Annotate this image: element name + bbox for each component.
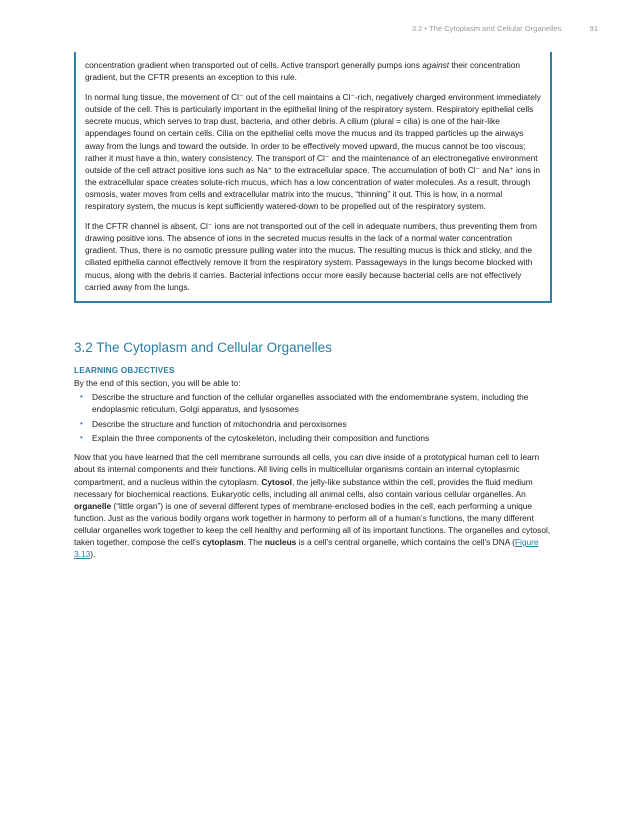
callout-paragraph-1 [85,59,541,83]
body-text: (“little organ”) is one of several different types of membrane-enclosed bodies in the cell, each performing a unique function. Just as the various bodily organs work together in harmony to perform all of a human’s functions, the many different cellular organelles work together to keep the cell healthy and performing all of its important functions. The organelles and cytosol, taken together, compose the cell’s [74,500,551,548]
running-header [412,24,598,33]
term-nucleus: nucleus [264,537,297,548]
term-cytoplasm: cytoplasm [202,537,244,548]
callout-paragraph-3: If the CFTR channel is absent, Cl⁻ ions are not transported out of the cell in adequate numbers, thus preventing them from drawing positive ions. The absence of ions in the secreted mucus results in the lack of a normal water concentration gradient. Thus, there is no osmotic pressure pulling water into the mucus. The resulting mucus is thick and sticky, and the ciliated epithelia cannot effectively remove it from the respiratory system. Passageways in the lungs become blocked with mucus, along with the debris it carries. Bacterial infections occur more easily because bacterial cells are not effectively carried away from the lungs. [85,221,537,292]
body-text: is a cell’s central organelle, which contains the cell’s DNA ( [296,537,515,548]
callout-p1-text-a: concentration gradient when transported out of cells. Active transport generally pumps ions [85,60,423,70]
callout-paragraph-2: In normal lung tissue, the movement of Cl⁻ out of the cell maintains a Cl⁻-rich, negatively charged environment immediately outside of the cell. This is particularly important in the epithelial lining of the respiratory system. Respiratory epithelial cells secrete mucus, which serves to trap dust, bacteria, and other debris. A cilium (plural = cilia) is one of the hair-like appendages found on certain cells. Cilia on the epithelial cells move the mucus and its trapped particles up the airways away from the lungs and toward the outside. In order to be effectively moved upward, the mucus cannot be too viscous; rather it must have a thin, watery consistency. The transport of Cl⁻ and the maintenance of an electronegative environment outside of the cell attract positive ions such as Na⁺ to the extracellular space. The accumulation of both Cl⁻ and Na⁺ ions in the extracellular space creates solute-rich mucus, which has a low concentration of water molecules. As a result, through osmosis, water moves from cells and extracellular matrix into the mucus, “thinning” it out. This is how, in a normal respiratory system, the mucus is kept sufficiently watered-down to be propelled out of the respiratory system. [85,92,541,212]
figure-link[interactable]: Figure 3.13 [74,537,539,560]
section-running-title: 3.2 • The Cytoplasm and Cellular Organelles [411,24,562,33]
term-organelle: organelle [74,500,112,511]
section-title: 3.2 The Cytoplasm and Cellular Organelles [74,340,332,355]
callout-box [74,52,552,303]
bullet-icon: • [80,433,83,443]
body-text: , the jelly-like substance within the cell, provides the fluid medium necessary for biochemical reactions. Eukaryotic cells, including all animal cells, also contain various cellular organelles. An [74,476,533,499]
callout-p1-emphasis: against [422,60,450,70]
term-cytosol: Cytosol [261,476,292,487]
objective-item [74,418,554,430]
body-text: ). [90,549,96,560]
bullet-icon: • [80,418,83,428]
objective-text: Describe the structure and function of mitochondria and peroxisomes [92,418,347,429]
body-text: . The [243,537,265,548]
body-text: Now that you have learned that the cell membrane surrounds all cells, you can dive inside of a prototypical human cell to learn about its internal components and their functions. All living cells in multicellular organisms contain an internal cytoplasmic compartment, and a nucleus within the cytoplasm. [74,452,540,487]
learning-objectives-list [74,391,554,444]
page-number: 91 [589,24,598,33]
objective-item [74,432,554,444]
objective-text: Explain the three components of the cytoskeleton, including their composition and functions [92,433,430,444]
learning-objectives-heading: LEARNING OBJECTIVES [74,366,175,375]
body-paragraph [74,451,554,560]
objective-text: Describe the structure and function of the cellular organelles associated with the endomembrane system, including the endoplasmic reticulum, Golgi apparatus, and lysosomes [92,392,529,415]
bullet-icon: • [80,392,83,401]
callout-p1-text-b: their concentration gradient, but the CFTR presents an exception to this rule. [85,60,521,83]
objective-item [74,391,554,415]
section-content [74,339,554,560]
learning-objectives-intro: By the end of this section, you will be able to: [74,378,241,388]
